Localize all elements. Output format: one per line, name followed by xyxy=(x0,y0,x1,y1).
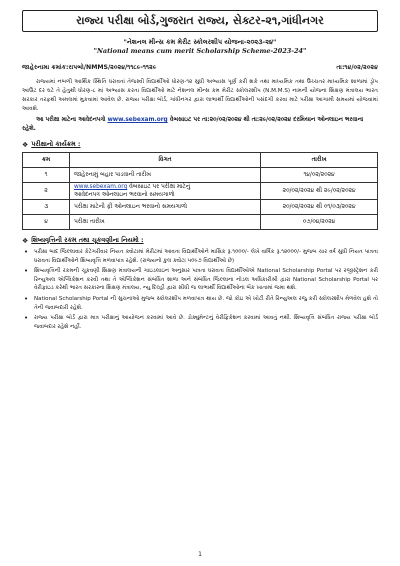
application-paragraph xyxy=(22,116,378,134)
rules-list xyxy=(22,248,378,331)
scheme-title-english: "National means cum merit Scholarship Scheme-2023-24" xyxy=(93,47,307,55)
row-number: ૪ xyxy=(23,215,70,230)
table-row xyxy=(23,200,378,215)
column-header-date: તારીખ xyxy=(261,153,378,168)
row-number: ૨ xyxy=(23,183,70,200)
row-detail: પરીક્ષા માટેની ફી ઓનલાઇન ભરવાનો સમયગાળો xyxy=(70,200,261,215)
row-detail-a: વેબસાઇટ પર પરીક્ષા માટેનું xyxy=(129,184,191,190)
program-heading-text: પરીક્ષાનો કાર્યક્રમ : xyxy=(31,140,81,148)
diamond-bullet-icon: ❖ xyxy=(22,140,29,149)
list-item: • પરીક્ષા બાદ જિલ્લાવાર કેટેગરીવાર નિયત ક્વોટામાં મેરીટમાં આવતા વિદ્યાર્થીઓને માસિક રૂ.૧૦૦૦/- લેખે વાર્ષિક રૂ.૧૨૦૦૦/- મુજબ ચાર વર્ષ સુધી નિયત પાત્રતા ધરાવતા વિદ્યાર્થીઓને શિષ્યવૃત્તિ મળવાપાત્ર રહેશે. (રાજ્યનો કુલ ક્વોટા ૫૦૯૭ વિદ્યાર્થીઓ છે) xyxy=(22,248,378,265)
application-suffix: વેબસાઇટ પર તા:૨૦/૦૨/૨૦૨૪ થી તા:૨૯/૦૨/૨૦૨૪ દરમિયાન ઓનલાઇન ભરવાના રહેશે. xyxy=(22,117,364,132)
scheme-title-gujarati: "નેશનલ મીન્સ કમ મેરીટ સ્કોલરશીપ યોજના-૨૦૨૩-૨૪" xyxy=(123,38,277,46)
row-date: ૦૭/૦૪/૨૦૨૪ xyxy=(261,215,378,230)
notice-number: જાહેરનામા ક્રમાંક:રાપબો/NMMS/૨૦૨૪/૧૧૮૯-૧૧૨૯ xyxy=(22,64,157,71)
application-prefix: આ પરીક્ષા માટેના આવેદનપત્રો xyxy=(36,117,106,123)
row-detail: પરીક્ષા તારીખ xyxy=(70,215,261,230)
table-header-row xyxy=(23,153,378,168)
row-date: ૨૦/૦૨/૨૦૨૪ થી ૦૧/૦૩/૨૦૨૪ xyxy=(261,200,378,215)
notice-reference-row xyxy=(22,64,378,72)
column-header-detail: વિગત xyxy=(70,153,261,168)
row-detail: જાહેરનામું બહાર પાડવાની તારીખ xyxy=(70,168,261,183)
row-detail xyxy=(70,183,261,200)
office-header xyxy=(22,10,378,32)
list-item: • શિષ્યવૃત્તિની રકમની ચૂકવણી શિક્ષણ મંત્રાલયની ગાઇડલાઇન અનુસાર પાત્રતા ધરાવતા વિદ્યાર્થીઓએ National Scholarship Portal પર રજીસ્ટ્રેશન કરી રિન્યુઅલ એપ્લિકેશન કરવી તથા તે એપ્લિકેશન સંબંધિત શાળા અને સંબંધિત જિલ્લાના નોડલ અધિકારીશ્રી દ્વારા National Scholarship Portal પર વેરીફાઇડ કરેથી ભારત સરકારના શિક્ષણ મંત્રાલય, ન્યુ દિલ્હી દ્વારા સીધી જ લાભાર્થી વિદ્યાર્થીઓના બેંક ખાતામાં જમા થશે. xyxy=(22,267,378,293)
list-item: • National Scholarship Portal ની સુચનાઓ મુજબ સ્કોલરશીપ મળવાપાત્ર થાય છે. જો કોઇ એ ખોટી રીતે રિન્યુઅલ રજુ કરી સ્કોલરશીપ મેળવેલ હશે તો તેની જવાબદારી રહેશે. xyxy=(22,295,378,312)
diamond-bullet-icon: ❖ xyxy=(22,236,29,245)
page-number: 1 xyxy=(198,551,202,558)
intro-paragraph: રાજ્યમાં નબળી આર્થિક સ્થિતિ ધરાવતાં તેજસ્વી વિદ્યાર્થીઓ ધોરણ-૧૨ સુધી અભ્યાસ પૂર્ણ કરી શકે તથા માધ્યમિક તથા ઉચ્ચતર માધ્યમિક શાળામાં ડ્રોપ આઉટ દર ઘટે તે હેતુથી ધોરણ-૮ માં અભ્યાસ કરતા વિદ્યાર્થીઓ માટે નેશનલ મીન્સ કમ મેરીટ સ્કોલરશીપ (N.M.M.S) નામની યોજના શિક્ષણ મંત્રાલય ભારત સરકાર તરફથી અમલમાં મુકવામાં આવેલ છે. રાજ્ય પરીક્ષા બોર્ડ, ગાંધીનગર દ્વારા લાભાર્થી વિદ્યાર્થીઓની પસંદગી કરવા માટે પરીક્ષા આગામી સમયમાં યોજવામાં આવશે. xyxy=(22,79,378,112)
row-date: ૨૦/૦૨/૨૦૨૪ થી ૨૯/૦૨/૨૦૨૪ xyxy=(261,183,378,200)
row-date: ૧૪/૦૨/૨૦૨૪ xyxy=(261,168,378,183)
row-detail-b: આવેદનપત્ર ઓનલાઇન ભરવાનો સમયગાળો xyxy=(74,192,175,198)
notice-date: તા:૧૪/૦૨/૨૦૨૪ xyxy=(336,64,378,71)
program-heading xyxy=(22,140,378,149)
row-website-link[interactable]: www.sebexam.org xyxy=(74,184,128,190)
office-name: રાજ્ય પરીક્ષા બોર્ડ,ગુજરાત રાજ્ય, સેક્ટર-૨૧,ગાંધીનગર xyxy=(76,14,324,27)
table-row xyxy=(23,168,378,183)
rules-heading-text: શિષ્યવૃત્તિની રકમ તથા ચૂકવણીના નિયમો : xyxy=(31,236,144,244)
row-number: ૧ xyxy=(23,168,70,183)
website-link[interactable]: www.sebexam.org xyxy=(107,117,168,123)
program-table xyxy=(22,152,378,230)
list-item: • રાજ્ય પરીક્ષા બોર્ડ દ્વારા માત્ર પરીક્ષાનું આયોજન કરવામાં આવે છે. ડોક્યુમેન્ટનું વેરીફિકેશન કરવામાં આવતું નથી. શિષ્યવૃત્તિ સંબંધિત રાજ્ય પરીક્ષા બોર્ડ જવાબદાર રહેશે નહીં. xyxy=(22,314,378,331)
table-row xyxy=(23,183,378,200)
column-header-number: ક્રમ xyxy=(23,153,70,168)
table-row xyxy=(23,215,378,230)
rules-heading xyxy=(22,236,378,245)
row-number: ૩ xyxy=(23,200,70,215)
